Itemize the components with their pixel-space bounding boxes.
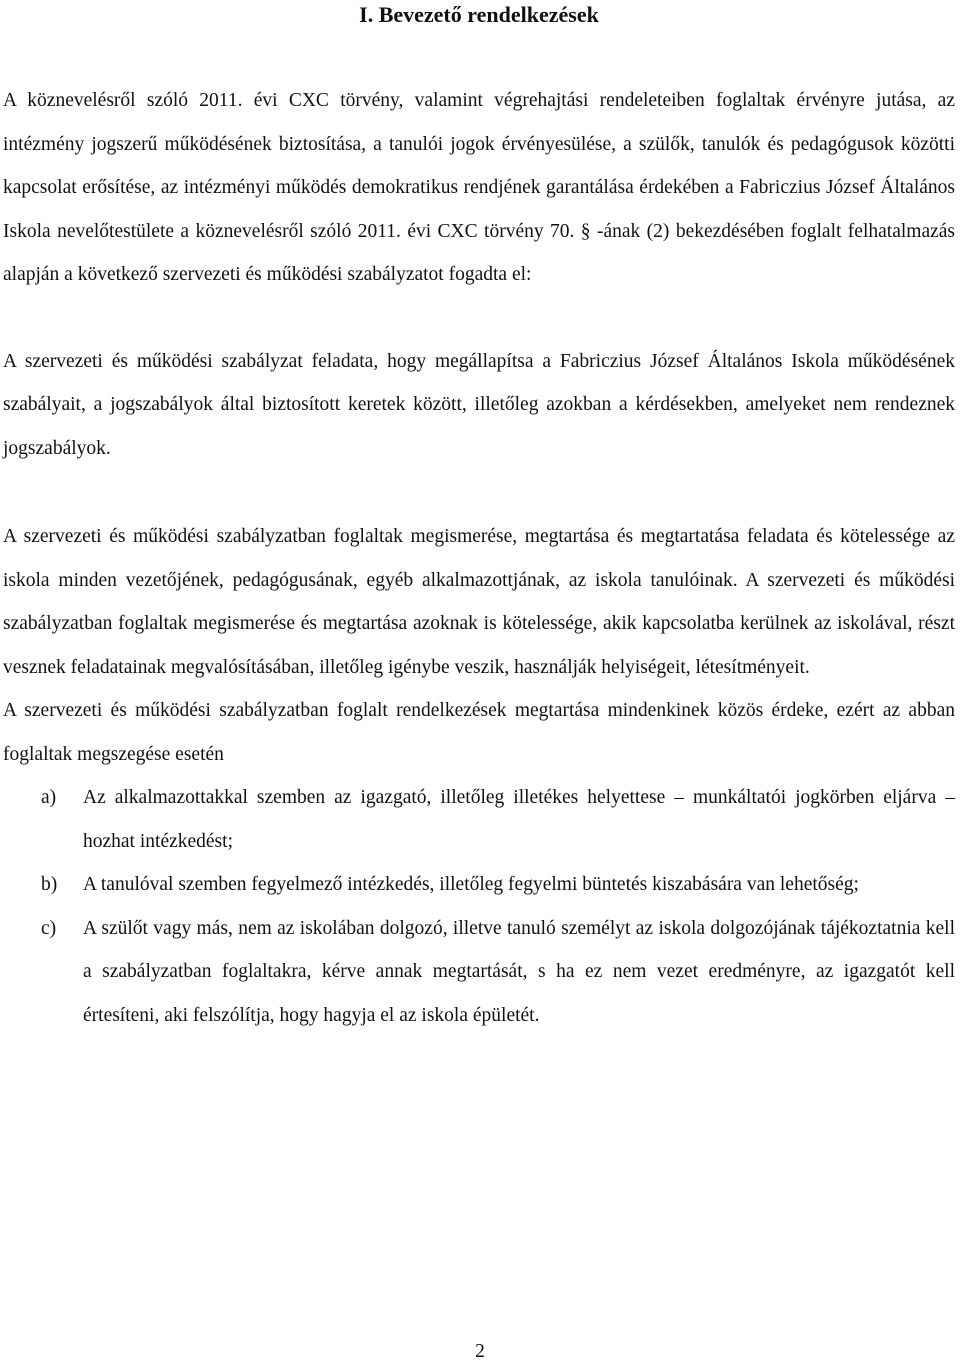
list-item-text: Az alkalmazottakkal szemben az igazgató, illetőleg illetékes helyettese – munkáltatói jogkörben eljárva – hozhat intézkedést; — [83, 787, 955, 852]
intro-paragraph: A köznevelésről szóló 2011. évi CXC törvény, valamint végrehajtási rendeleteiben foglaltak érvényre jutása, az intézmény jogszerű működésének biztosítása, a tanulói jogok érvényesülése, a szülők, tanulók és pedagógusok közötti kapcsolat erősítése, az intézményi működés demokratikus rendjének garantálása érdekében a Fabriczius József Általános Iskola nevelőtestülete a köznevelésről szóló 2011. évi CXC törvény 70. § -ának (2) bekezdésében foglalt felhatalmazás alapján a következő szervezeti és működési szabályzatot fogadta el: — [3, 90, 955, 285]
list-item-text: A szülőt vagy más, nem az iskolában dolgozó, illetve tanuló személyt az iskola dolgozójának tájékoztatnia kell a szabályzatban foglaltakra, kérve annak megtartását, s ha ez nem vezet eredményre, az igazgatót kell értesíteni, aki felszólítja, hogy hagyja el az iskola épületét. — [83, 917, 955, 1026]
list-marker: c) — [41, 917, 57, 939]
list-item — [3, 907, 955, 1038]
consequences-list — [3, 776, 955, 1037]
list-item — [3, 776, 955, 863]
page-number: 2 — [475, 1341, 485, 1362]
common-interest-paragraph: A szervezeti és működési szabályzatban foglalt rendelkezések megtartása mindenkinek közös érdeke, ezért az abban foglaltak megszegése esetén — [3, 700, 955, 765]
list-marker: b) — [41, 874, 58, 895]
section-heading: I. Bevezető rendelkezések — [359, 2, 599, 27]
purpose-paragraph: A szervezeti és működési szabályzat feladata, hogy megállapítsa a Fabriczius József Általános Iskola működésének szabályait, a jogszabályok által biztosított keretek között, illetőleg azokban a kérdésekben, amelyeket nem rendeznek jogszabályok. — [3, 350, 955, 459]
list-item-text: A tanulóval szemben fegyelmező intézkedés, illetőleg fegyelmi büntetés kiszabására van lehetőség; — [83, 874, 859, 895]
knowledge-paragraph: A szervezeti és működési szabályzatban foglaltak megismerése, megtartása és megtartatása feladata és kötelessége az iskola minden vezetőjének, pedagógusának, egyéb alkalmazottjának, az iskola tanulóinak. A szervezeti és működési szabályzatban foglaltak megismerése és megtartása azoknak is kötelessége, akik kapcsolatba kerülnek az iskolával, részt vesznek feladatainak megvalósításában, illetőleg igénybe veszik, használják helyiségeit, létesítményeit. — [3, 526, 955, 678]
list-marker: a) — [41, 787, 57, 808]
list-item — [3, 863, 955, 907]
